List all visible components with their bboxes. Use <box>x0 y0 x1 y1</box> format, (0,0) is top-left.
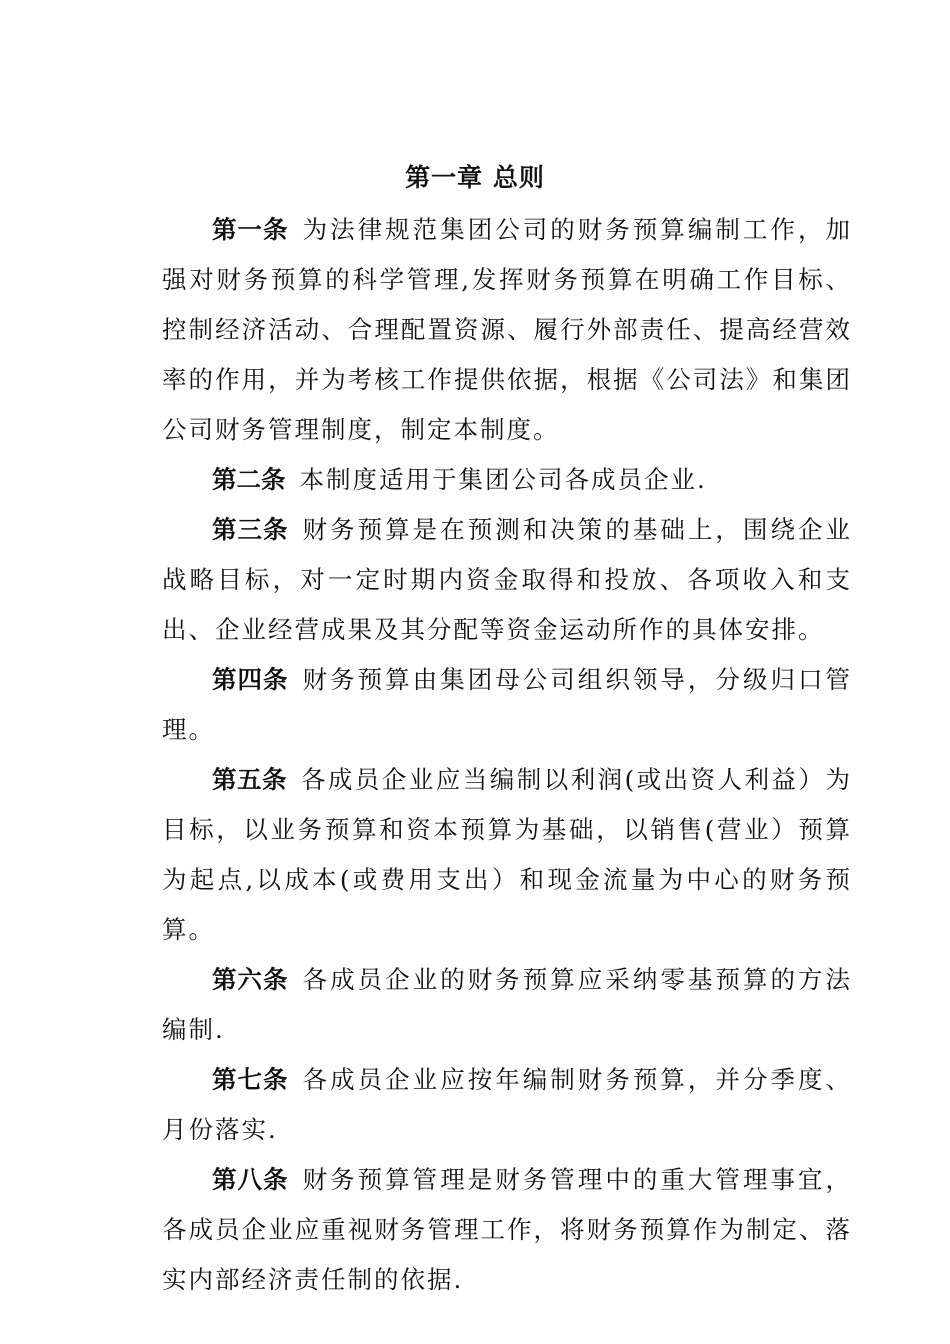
article-number: 第二条 <box>212 465 286 494</box>
article-3 <box>162 505 852 655</box>
article-2 <box>162 455 852 505</box>
chapter-title: 第一章 总则 <box>405 163 545 192</box>
article-number: 第六条 <box>212 965 289 994</box>
article-text: 财务预算是在预测和决策的基础上，围绕企业战略目标，对一定时期内资金取得和投放、各项收入和支出、企业经营成果及其分配等资金运动所作的具体安排。 <box>162 515 853 644</box>
article-text: 各成员企业应当编制以利润(或出资人利益）为目标，以业务预算和资本预算为基础，以销售(营业）预算为起点,以成本(或费用支出）和现金流量为中心的财务预算。 <box>162 765 853 944</box>
article-number: 第八条 <box>212 1165 289 1194</box>
article-1 <box>162 205 852 455</box>
article-8 <box>162 1155 852 1305</box>
article-number: 第五条 <box>212 765 287 794</box>
article-5 <box>162 755 852 955</box>
article-number: 第三条 <box>212 515 289 544</box>
article-text: 财务预算管理是财务管理中的重大管理事宜，各成员企业应重视财务管理工作，将财务预算作为制定、落实内部经济责任制的依据. <box>162 1165 853 1294</box>
article-number: 第七条 <box>212 1065 289 1094</box>
article-text: 为法律规范集团公司的财务预算编制工作，加强对财务预算的科学管理,发挥财务预算在明确工作目标、控制经济活动、合理配置资源、履行外部责任、提高经营效率的作用，并为考核工作提供依据，根据《公司法》和集团公司财务管理制度，制定本制度。 <box>162 215 853 444</box>
article-text: 各成员企业应按年编制财务预算，并分季度、月份落实. <box>162 1065 853 1144</box>
document-body <box>162 205 852 1305</box>
article-text: 各成员企业的财务预算应采纳零基预算的方法编制. <box>162 965 853 1044</box>
article-4 <box>162 655 852 755</box>
article-number: 第一条 <box>212 215 289 244</box>
article-text: 本制度适用于集团公司各成员企业. <box>299 465 707 494</box>
article-number: 第四条 <box>212 665 289 694</box>
article-7 <box>162 1055 852 1155</box>
article-6 <box>162 955 852 1055</box>
article-text: 财务预算由集团母公司组织领导，分级归口管理。 <box>162 665 853 744</box>
